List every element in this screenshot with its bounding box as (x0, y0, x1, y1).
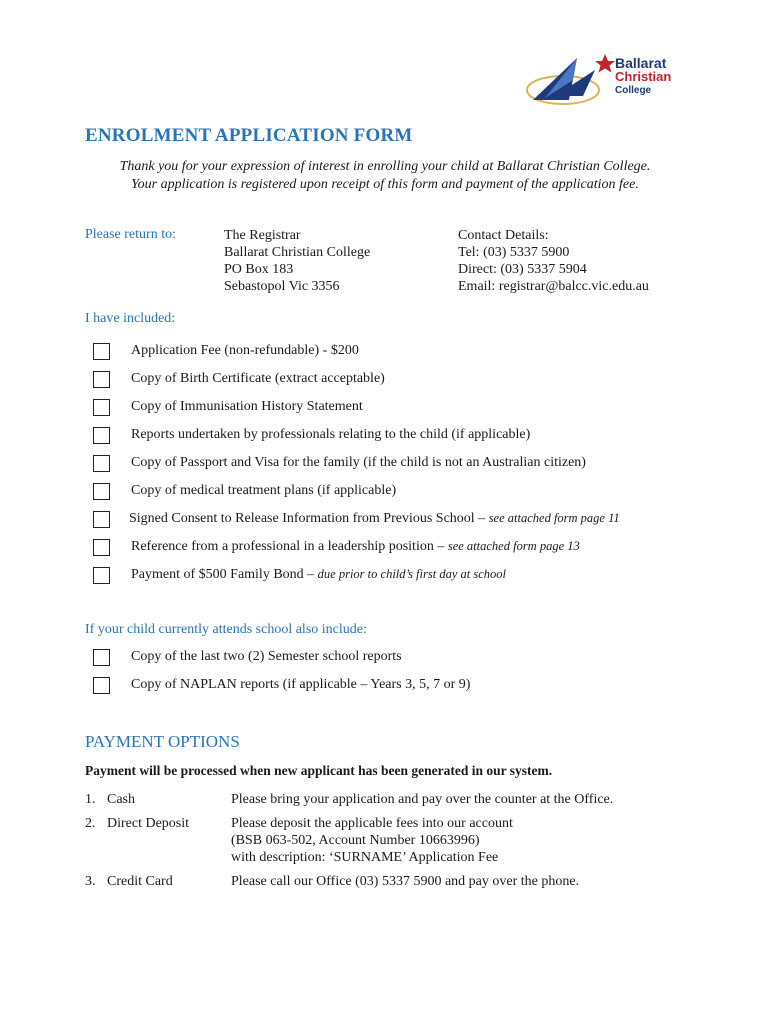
checkbox[interactable] (93, 427, 110, 444)
checklist-item-text: Copy of the last two (2) Semester school reports (131, 649, 402, 664)
checklist-item-text: Payment of $500 Family Bond – (131, 567, 318, 582)
form-title: ENROLMENT APPLICATION FORM (85, 125, 413, 146)
return-label: Please return to: (85, 227, 176, 242)
return-address (224, 227, 370, 295)
contact-heading: Contact Details: (458, 228, 549, 243)
address-line: Ballarat Christian College (224, 245, 371, 260)
logo-line-1: Ballarat (615, 55, 667, 71)
option-name: Credit Card (107, 874, 173, 889)
checklist-item-text: Copy of Immunisation History Statement (131, 399, 363, 414)
checklist-item-text: Copy of medical treatment plans (if applicable) (131, 483, 397, 498)
checkbox[interactable] (93, 511, 110, 528)
address-line: Sebastopol Vic 3356 (224, 279, 340, 294)
checklist-item-text: Copy of NAPLAN reports (if applicable – Years 3, 5, 7 or 9) (131, 677, 471, 692)
option-description: Please call our Office (03) 5337 5900 and pay over the phone. (231, 874, 580, 889)
contact-direct: Direct: (03) 5337 5904 (458, 262, 587, 277)
logo-text (615, 56, 671, 98)
checklist-item-text: Copy of Birth Certificate (extract acceptable) (131, 371, 385, 386)
logo-line-3: College (615, 85, 652, 96)
option-number: 2. (85, 816, 96, 831)
option-number: 1. (85, 792, 96, 807)
checkbox[interactable] (93, 649, 110, 666)
address-line: PO Box 183 (224, 262, 294, 277)
included-label: I have included: (85, 311, 176, 326)
checklist-item-text: Application Fee (non-refundable) - $200 (131, 343, 359, 358)
option-description-line: (BSB 063-502, Account Number 10663996) (231, 833, 480, 848)
checkbox[interactable] (93, 343, 110, 360)
checkbox[interactable] (93, 455, 110, 472)
logo-emblem-icon (525, 50, 620, 108)
option-description (231, 815, 513, 866)
checkbox[interactable] (93, 483, 110, 500)
option-name: Cash (107, 792, 135, 807)
checkbox[interactable] (93, 539, 110, 556)
option-description-line: with description: ‘SURNAME’ Application Fee (231, 850, 499, 865)
checkbox[interactable] (93, 567, 110, 584)
checklist-item-text: Copy of Passport and Visa for the family (if the child is not an Australian citizen) (131, 455, 586, 470)
checkbox[interactable] (93, 677, 110, 694)
checkbox[interactable] (93, 371, 110, 388)
intro-line-2: Your application is registered upon receipt of this form and payment of the application fee. (131, 177, 639, 192)
checklist-item-text: Reports undertaken by professionals relating to the child (if applicable) (131, 427, 531, 442)
option-description: Please bring your application and pay over the counter at the Office. (231, 792, 614, 807)
checklist-item-note: see attached form page 13 (447, 539, 580, 553)
address-line: The Registrar (224, 228, 301, 243)
payment-note: Payment will be processed when new applicant has been generated in our system. (85, 763, 553, 778)
contact-tel: Tel: (03) 5337 5900 (458, 245, 570, 260)
option-number: 3. (85, 874, 96, 889)
contact-details (458, 227, 649, 295)
intro-text (85, 158, 685, 194)
option-description-line: Please deposit the applicable fees into our account (231, 816, 513, 831)
intro-line-1: Thank you for your expression of interest in enrolling your child at Ballarat Christian College. (119, 159, 651, 174)
payment-options-title: PAYMENT OPTIONS (85, 732, 240, 751)
checklist-item-note: see attached form page 11 (488, 511, 620, 525)
contact-email: Email: registrar@balcc.vic.edu.au (458, 279, 649, 294)
school-label: If your child currently attends school also include: (85, 622, 367, 637)
college-logo (525, 50, 695, 108)
checklist-item-note: due prior to child’s first day at school (317, 567, 506, 581)
checklist-item-text: Signed Consent to Release Information from Previous School – (129, 511, 489, 526)
checkbox[interactable] (93, 399, 110, 416)
logo-line-2: Christian (615, 69, 672, 84)
option-name: Direct Deposit (107, 816, 190, 831)
checklist-item-text: Reference from a professional in a leadership position – (131, 539, 448, 554)
